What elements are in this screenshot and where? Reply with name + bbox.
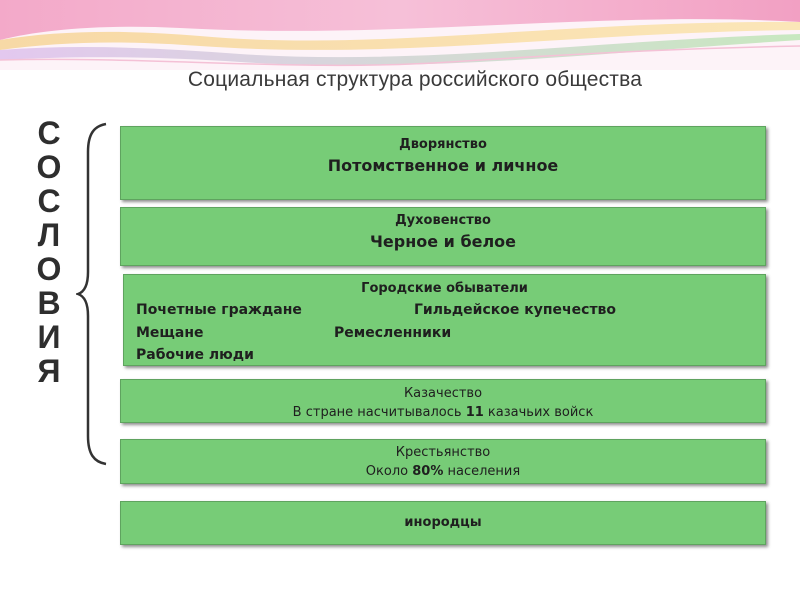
peasants-detail-after: населения (443, 464, 521, 479)
aliens-heading: инородцы (404, 515, 482, 530)
townspeople-item: Ремесленники (334, 325, 452, 341)
box-cossacks (120, 379, 766, 423)
nobility-detail: Потомственное и личное (327, 156, 559, 175)
townspeople-heading: Городские обыватели (361, 281, 528, 296)
cossacks-detail (121, 405, 765, 420)
cossacks-detail-after: казачьих войск (483, 405, 594, 420)
peasants-heading: Крестьянство (395, 445, 491, 460)
townspeople-item: Мещане (136, 325, 204, 341)
townspeople-item: Гильдейское купечество (414, 302, 617, 318)
townspeople-item: Рабочие люди (136, 347, 254, 363)
cossacks-detail-before: В стране насчитывалось (292, 405, 466, 420)
cossacks-count: 11 (465, 405, 484, 420)
nobility-heading: Дворянство (399, 137, 487, 152)
townspeople-item: Почетные граждане (136, 302, 302, 318)
vertical-letter: С (37, 115, 61, 151)
vertical-letter: Л (37, 217, 61, 253)
vertical-letter: В (37, 285, 61, 321)
vertical-letter: С (37, 183, 61, 219)
box-townspeople (123, 274, 766, 366)
peasants-percent: 80% (412, 464, 444, 479)
vertical-letter: О (36, 251, 62, 287)
box-aliens (120, 501, 766, 545)
peasants-detail (121, 464, 765, 479)
vertical-letter: И (37, 319, 61, 355)
decorative-banner (0, 0, 800, 70)
box-clergy (120, 207, 766, 266)
vertical-letter: О (36, 149, 62, 185)
box-nobility (120, 126, 766, 200)
clergy-heading: Духовенство (395, 213, 491, 228)
peasants-detail-before: Около (365, 464, 413, 479)
curly-brace-icon (76, 122, 110, 466)
cossacks-heading: Казачество (403, 386, 483, 401)
page-title: Социальная структура российского общества (187, 68, 643, 91)
vertical-word-estates (34, 116, 64, 388)
clergy-detail: Черное и белое (369, 232, 517, 251)
vertical-letter: Я (37, 353, 61, 389)
box-peasants (120, 439, 766, 484)
